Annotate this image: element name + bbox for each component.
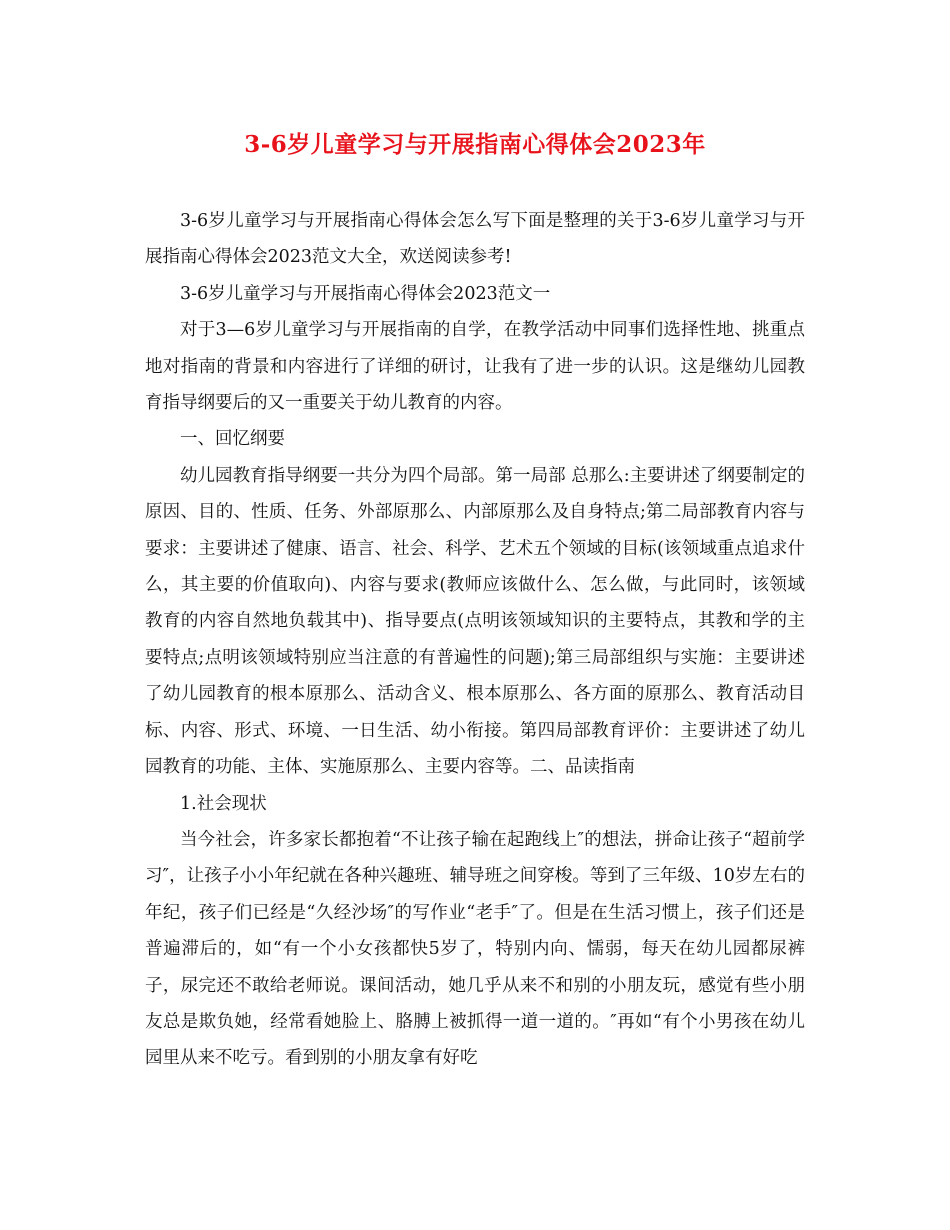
paragraph-social-status: 当今社会，许多家长都抱着“不让孩子输在起跑线上″的想法，拼命让孩子“超前学习″，让孩子小小年纪就在各种兴趣班、辅导班之间穿梭。等到了三年级、10岁左右的年纪，孩子们已经是“久经沙场″的写作业“老手″了。但是在生活习惯上，孩子们还是普遍滞后的，如“有一个小女孩都快5岁了，特别内向、懦弱，每天在幼儿园都尿裤子，尿完还不敢给老师说。课间活动，她几乎从来不和别的小朋友玩，感觉有些小朋友总是欺负她，经常看她脸上、胳膊上被抓得一道一道的。″再如“有个小男孩在幼儿园里从来不吃亏。看到别的小朋友拿有好吃 [145,829,805,1069]
heading-review-outline: 一、回忆纲要 [180,429,285,450]
intro-paragraph: 3-6岁儿童学习与开展指南心得体会怎么写下面是整理的关于3-6岁儿童学习与开展指南心得体会2023范文大全，欢送阅读参考! [145,211,805,268]
document-title: 3-6岁儿童学习与开展指南心得体会2023年 [244,131,706,158]
heading-social-status: 1.社会现状 [180,793,267,814]
section-heading-sample-one: 3-6岁儿童学习与开展指南心得体会2023范文一 [180,283,551,304]
document-body [145,203,805,1077]
paragraph-outline-summary: 幼儿园教育指导纲要一共分为四个局部。第一局部 总那么:主要讲述了纲要制定的原因、目的、性质、任务、外部原那么、内部原那么及自身特点;第二局部教育内容与要求：主要讲述了健康、语言、社会、科学、艺术五个领域的目标(该领域重点追求什么，其主要的价值取向)、内容与要求(教师应该做什么、怎么做，与此同时，该领域教育的内容自然地负载其中)、指导要点(点明该领域知识的主要特点，其教和学的主要特点;点明该领域特别应当注意的有普遍性的问题);第三局部组织与实施：主要讲述了幼儿园教育的根本原那么、活动含义、根本原那么、各方面的原那么、教育活动目标、内容、形式、环境、一日生活、幼小衔接。第四局部教育评价：主要讲述了幼儿园教育的功能、主体、实施原那么、主要内容等。二、品读指南 [145,465,805,778]
paragraph-self-study: 对于3—6岁儿童学习与开展指南的自学，在教学活动中同事们选择性地、挑重点地对指南的背景和内容进行了详细的研讨，让我有了进一步的认识。这是继幼儿园教育指导纲要后的又一重要关于幼儿教育的内容。 [145,320,805,414]
